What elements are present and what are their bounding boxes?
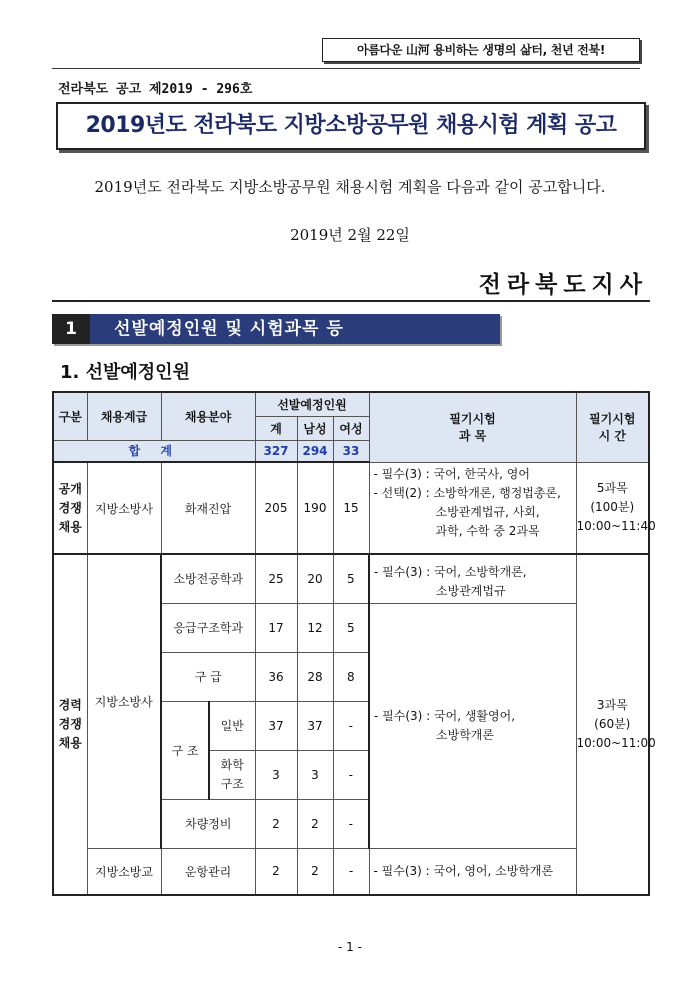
career-subjects-1-line1: - 필수(3) : 국어, 소방학개론, xyxy=(374,565,527,579)
open-time-line1: 5과목 xyxy=(596,481,628,496)
open-total: 205 xyxy=(255,462,297,554)
career-female-4: - xyxy=(333,701,369,750)
open-subjects-line3: 소방관계법규, 사회, xyxy=(435,504,540,519)
career-category xyxy=(53,554,87,895)
career-male-1: 20 xyxy=(297,554,333,603)
career-female-3: 8 xyxy=(333,652,369,701)
career-total-2: 17 xyxy=(255,603,297,652)
career-field-4: 일반 xyxy=(209,701,255,750)
page-number: - 1 - xyxy=(338,940,362,954)
issuer-divider xyxy=(52,300,650,302)
career-field-5-line1: 화학 xyxy=(220,757,244,772)
open-subjects xyxy=(369,462,576,554)
career-category-line3: 채용 xyxy=(58,736,82,750)
career-subjects-1-line2: 소방관계법규 xyxy=(436,584,506,598)
career-time-line2: (60분) xyxy=(594,717,631,731)
header-total: 계 xyxy=(255,416,297,440)
open-subjects-line2: - 선택(2) : 소방학개론, 행정법총론, xyxy=(373,485,561,500)
sum-total: 327 xyxy=(255,440,297,462)
open-subjects-line1: - 필수(3) : 국어, 한국사, 영어 xyxy=(373,466,530,481)
header-quota: 선발예정인원 xyxy=(255,392,369,416)
open-time-line3: 10:00~11:40 xyxy=(576,519,656,534)
career-rank-1: 지방소방사 xyxy=(87,554,161,848)
header-time-line2: 시 간 xyxy=(598,429,626,444)
career-total-4: 37 xyxy=(255,701,297,750)
career-total-6: 2 xyxy=(255,799,297,848)
notice-number: 전라북도 공고 제2019 - 296호 xyxy=(58,82,253,97)
section-title: 선발예정인원 및 시험과목 등 xyxy=(114,319,344,339)
issuer-name: 전라북도지사 xyxy=(478,271,648,298)
career-male-6: 2 xyxy=(297,799,333,848)
section-number: 1 xyxy=(52,314,90,344)
header-female: 여성 xyxy=(333,416,369,440)
open-rank: 지방소방사 xyxy=(87,462,161,554)
career-total-1: 25 xyxy=(255,554,297,603)
header-field: 채용분야 xyxy=(161,392,255,440)
open-category-line1: 공개 xyxy=(58,481,82,496)
career-field-5 xyxy=(209,750,255,799)
career-total-7: 2 xyxy=(255,848,297,895)
career-female-7: - xyxy=(333,848,369,895)
open-female: 15 xyxy=(333,462,369,554)
section-subtitle: 1. 선발예정인원 xyxy=(60,362,190,383)
header-subjects xyxy=(369,392,576,462)
career-time-line1: 3과목 xyxy=(596,698,628,712)
career-category-line2: 경쟁 xyxy=(58,717,82,731)
career-time xyxy=(576,554,656,895)
header-subjects-line2: 과 목 xyxy=(458,429,487,444)
career-subjects-3: - 필수(3) : 국어, 영어, 소방학개론 xyxy=(369,848,576,895)
career-category-line1: 경력 xyxy=(58,698,82,712)
header-rank: 채용계급 xyxy=(87,392,161,440)
sum-female: 33 xyxy=(333,440,369,462)
header-divider xyxy=(52,68,640,69)
recruitment-table xyxy=(52,391,656,896)
career-rank-2: 지방소방교 xyxy=(87,848,161,895)
career-male-5: 3 xyxy=(297,750,333,799)
section-header xyxy=(52,314,500,344)
open-time xyxy=(576,462,656,554)
career-total-5: 3 xyxy=(255,750,297,799)
career-male-3: 28 xyxy=(297,652,333,701)
career-subjects-1 xyxy=(369,554,576,603)
open-category-line2: 경쟁 xyxy=(58,500,82,515)
open-time-line2: (100분) xyxy=(590,500,635,515)
header-male: 남성 xyxy=(297,416,333,440)
sum-label-text: 합 계 xyxy=(128,444,180,459)
page-title: 2019년도 전라북도 지방소방공무원 채용시험 계획 공고 xyxy=(56,102,646,150)
career-field-2: 응급구조학과 xyxy=(161,603,255,652)
career-field-1: 소방전공학과 xyxy=(161,554,255,603)
intro-text: 2019년도 전라북도 지방소방공무원 채용시험 계획을 다음과 같이 공고합니다. xyxy=(94,178,606,196)
career-female-5: - xyxy=(333,750,369,799)
open-field: 화재진압 xyxy=(161,462,255,554)
career-subjects-2 xyxy=(369,603,576,848)
header-time-line1: 필기시험 xyxy=(589,412,636,427)
career-total-3: 36 xyxy=(255,652,297,701)
open-subjects-line4: 과학, 수학 중 2과목 xyxy=(435,523,540,538)
career-field-7: 운항관리 xyxy=(161,848,255,895)
career-male-2: 12 xyxy=(297,603,333,652)
header-category: 구분 xyxy=(53,392,87,440)
career-female-2: 5 xyxy=(333,603,369,652)
career-female-6: - xyxy=(333,799,369,848)
career-field-3: 구 급 xyxy=(161,652,255,701)
sum-label xyxy=(53,440,255,462)
career-time-line3: 10:00~11:00 xyxy=(576,736,656,750)
open-category-line3: 채용 xyxy=(58,519,82,534)
career-subjects-2-line2: 소방학개론 xyxy=(436,727,494,742)
notice-date: 2019년 2월 22일 xyxy=(290,226,410,244)
header-subjects-line1: 필기시험 xyxy=(449,412,496,427)
slogan-banner: 아름다운 山河 용비하는 생명의 삶터, 천년 전북! xyxy=(322,38,640,62)
career-field-6: 차량정비 xyxy=(161,799,255,848)
career-subjects-2-line1: - 필수(3) : 국어, 생활영어, xyxy=(374,708,516,723)
career-male-4: 37 xyxy=(297,701,333,750)
career-male-7: 2 xyxy=(297,848,333,895)
sum-male: 294 xyxy=(297,440,333,462)
career-field-5-line2: 구조 xyxy=(220,776,244,791)
open-male: 190 xyxy=(297,462,333,554)
open-category xyxy=(53,462,87,554)
career-group-rescue: 구 조 xyxy=(161,701,209,799)
career-female-1: 5 xyxy=(333,554,369,603)
header-time xyxy=(576,392,649,462)
